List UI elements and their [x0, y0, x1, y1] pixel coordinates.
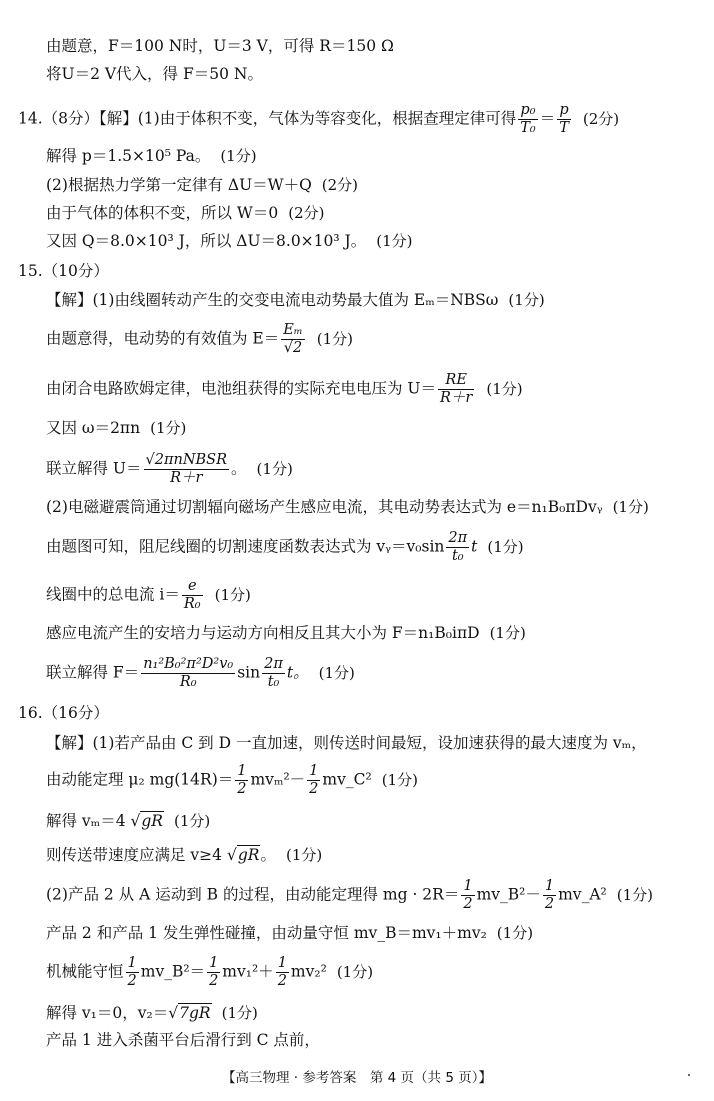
text-line: 解得 v₁＝0，v₂＝√7gR (1分): [46, 1004, 258, 1022]
q16-heading: 16.（16分）: [18, 704, 109, 722]
text-line: 产品 2 和产品 1 发生弹性碰撞，由动量守恒 mv_B＝mv₁＋mv₂ (1分): [46, 924, 534, 942]
text-line: 联立解得 U＝ √2πnNBSR R＋r 。 (1分): [46, 452, 293, 486]
text-line: 由于气体的体积不变，所以 W＝0 (2分): [46, 204, 325, 222]
text-line: (2)电磁避震筒通过切割辐向磁场产生感应电流，其电动势表达式为 e＝n₁B₀πDvᵧ (1分): [46, 498, 649, 516]
page-footer: 【高三物理 · 参考答案 第 4 页（共 5 页）】: [222, 1070, 492, 1086]
text-line: 线圈中的总电流 i＝ $\frac{e}{\text{R₀}}$ (1分): [46, 578, 251, 612]
text-line: 由题意得，电动势的有效值为 E＝ $\frac{\text{Eₘ}}{√2}$ (1分): [46, 322, 353, 356]
text-line: 则传送带速度应满足 v≥4 √gR。 (1分): [46, 846, 323, 864]
text-line: 联立解得 F＝ $\frac{\text{n₁²B₀²π²D²v₀}}{\text{R₀}}$ sin $\frac{2\pi}{\text{t₀}}$ t。 (1分): [46, 656, 355, 690]
page-dot: [688, 1074, 690, 1076]
text-line: 【解】(1)若产品由 C 到 D 一直加速，则传送时间最短，设加速获得的最大速度为 vₘ，: [46, 734, 647, 752]
text-line: 解得 p＝1.5×10⁵ Pa。 (1分): [46, 147, 257, 165]
q15-heading: 15.（10分）: [18, 262, 109, 280]
text-line: 感应电流产生的安培力与运动方向相反且其大小为 F＝n₁B₀iπD (1分): [46, 624, 526, 642]
text-line: 由题意，F＝100 N时，U＝3 V，可得 R＝150 Ω: [46, 37, 394, 55]
text-line: 由动能定理 μ₂ mg(14R)＝ $\frac{1}{2}$ mvₘ²－ $\frac{1}{2}$ mv_C² (1分): [46, 763, 418, 797]
text-line: (2)产品 2 从 A 运动到 B 的过程，由动能定理得 mg · 2R＝ $\frac{1}{2}$ mv_B²－ $\frac{1}{2}$ mv_A² (1分): [46, 878, 653, 912]
text-line: 将U＝2 V代入，得 F＝50 N。: [46, 65, 263, 83]
text-line: 解得 vₘ＝4 √gR (1分): [46, 812, 211, 830]
text-line: 又因 ω＝2πn (1分): [46, 419, 187, 437]
text-line: 【解】(1)由线圈转动产生的交变电流电动势最大值为 Eₘ＝NBSω (1分): [46, 291, 545, 309]
text-line: 机械能守恒 $\frac{1}{2}$ mv_B²＝ $\frac{1}{2}$ mv₁²＋ $\frac{1}{2}$ mv₂² (1分): [46, 955, 374, 989]
text-line: (2)根据热力学第一定律有 ΔU＝W＋Q (2分): [46, 176, 359, 194]
q14-heading: 14.（8分）【解】(1)由于体积不变，气体为等容变化，根据查理定律可得 $\frac{\text{p₀}}{\text{T₀}}$ ＝ $\frac{p}{T}$ (2分): [18, 102, 620, 136]
text-line: 由题图可知，阻尼线圈的切割速度函数表达式为 vᵧ＝v₀sin $\frac{2\pi}{\text{t₀}}$ t (1分): [46, 530, 524, 564]
text-line: 产品 1 进入杀菌平台后滑行到 C 点前，: [46, 1031, 320, 1049]
text-line: 又因 Q＝8.0×10³ J，所以 ΔU＝8.0×10³ J。 (1分): [46, 232, 413, 250]
text-line: 由闭合电路欧姆定律，电池组获得的实际充电电压为 U＝ $\frac{RE}{R+r}$ (1分): [46, 372, 523, 406]
